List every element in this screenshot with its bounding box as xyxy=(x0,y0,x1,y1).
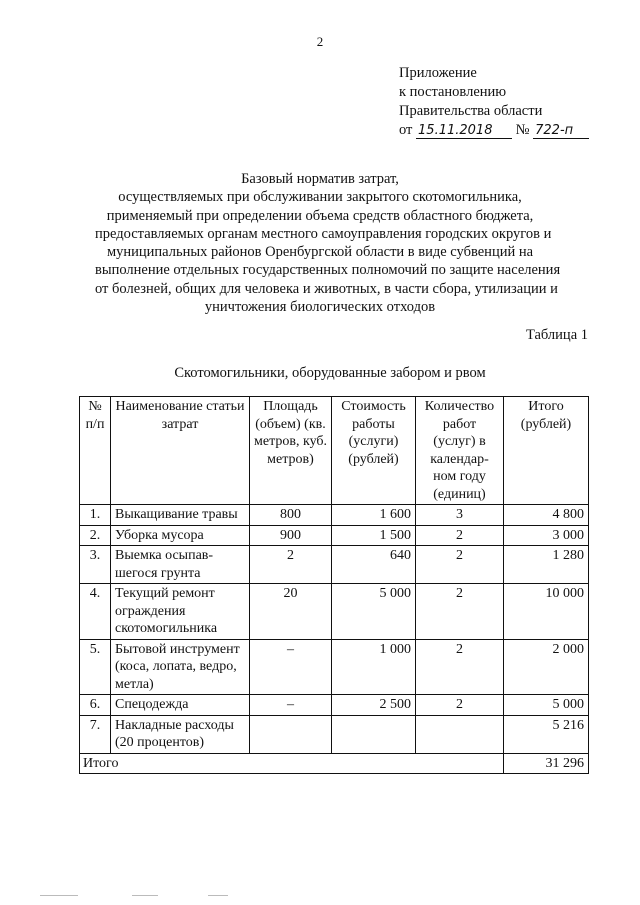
cell-name: Текущий ремонт ограждения скотомогильника xyxy=(111,584,250,640)
cell-num: 7. xyxy=(80,715,111,753)
cell-total: 2 000 xyxy=(504,639,589,695)
table-row xyxy=(80,525,589,546)
scan-artifact-marks xyxy=(40,895,240,899)
title-line-3: применяемый при определении объема средств областного бюджета, xyxy=(106,207,534,224)
cell-num: 6. xyxy=(80,695,111,716)
cell-cost: 5 000 xyxy=(332,584,416,640)
cell-qty xyxy=(416,715,504,753)
cell-qty: 2 xyxy=(416,695,504,716)
cell-total: 10 000 xyxy=(504,584,589,640)
cell-area: 800 xyxy=(250,505,332,526)
cell-name: Спецодежда xyxy=(111,695,250,716)
number-value: 722-п xyxy=(533,123,589,139)
header-total: Итого (рублей) xyxy=(504,397,589,505)
document-title xyxy=(95,170,561,316)
scan-mark xyxy=(132,895,158,896)
cell-area: 900 xyxy=(250,525,332,546)
cell-qty: 2 xyxy=(416,584,504,640)
cost-table xyxy=(79,396,589,774)
cell-cost: 640 xyxy=(332,546,416,584)
appendix-line-2: к постановлению xyxy=(399,84,507,100)
table-header-row xyxy=(80,397,589,505)
title-line-2: осуществляемых при обслуживании закрытого скотомогильника, xyxy=(118,189,522,206)
title-line-1: Базовый норматив затрат, xyxy=(241,171,399,187)
cell-num: 2. xyxy=(80,525,111,546)
table-caption: Скотомогильники, оборудованные забором и рвом xyxy=(174,365,486,381)
cell-area: 2 xyxy=(250,546,332,584)
header-area: Площадь (объем) (кв. метров, куб. метров) xyxy=(250,397,332,505)
cell-num: 4. xyxy=(80,584,111,640)
table-row xyxy=(80,695,589,716)
total-value: 31 296 xyxy=(504,753,589,774)
cell-qty: 2 xyxy=(416,639,504,695)
appendix-date-line xyxy=(399,121,589,140)
table-row xyxy=(80,505,589,526)
cell-cost: 1 600 xyxy=(332,505,416,526)
cell-total: 1 280 xyxy=(504,546,589,584)
cell-area: – xyxy=(250,639,332,695)
cell-area: 20 xyxy=(250,584,332,640)
number-prefix: № xyxy=(515,122,530,138)
cell-cost: 1 500 xyxy=(332,525,416,546)
title-line-5: муниципальных районов Оренбургской области в виде субвенций на xyxy=(106,244,534,261)
cell-name: Уборка мусора xyxy=(111,525,250,546)
scan-mark xyxy=(40,895,78,896)
header-cost: Стоимость работы (услуги) (рублей) xyxy=(332,397,416,505)
appendix-line-3: Правительства области xyxy=(399,103,543,119)
date-value: 15.11.2018 xyxy=(416,123,512,139)
cell-area xyxy=(250,715,332,753)
cell-total: 5 216 xyxy=(504,715,589,753)
date-prefix: от xyxy=(399,122,413,138)
header-qty: Количество работ (услуг) в календар-ном году (единиц) xyxy=(416,397,504,505)
title-line-6: выполнение отдельных государственных полномочий по защите населения xyxy=(95,262,561,279)
cell-total: 4 800 xyxy=(504,505,589,526)
page-number: 2 xyxy=(316,34,324,49)
cell-cost: 2 500 xyxy=(332,695,416,716)
title-line-7: от болезней, общих для человека и животных, в части сбора, утилизации и xyxy=(95,280,558,297)
total-label: Итого xyxy=(80,753,504,774)
table-row xyxy=(80,715,589,753)
table-total-row xyxy=(80,753,589,774)
cell-name: Накладные расходы (20 процентов) xyxy=(111,715,250,753)
cell-num: 3. xyxy=(80,546,111,584)
cell-area: – xyxy=(250,695,332,716)
cell-name: Выкащивание травы xyxy=(111,505,250,526)
cell-num: 5. xyxy=(80,639,111,695)
scan-mark xyxy=(208,895,228,896)
cell-qty: 2 xyxy=(416,525,504,546)
cell-name: Бытовой инструмент (коса, лопата, ведро, метла) xyxy=(111,639,250,695)
cell-total: 5 000 xyxy=(504,695,589,716)
appendix-line-1: Приложение xyxy=(399,65,477,81)
cell-cost xyxy=(332,715,416,753)
cell-num: 1. xyxy=(80,505,111,526)
cell-cost: 1 000 xyxy=(332,639,416,695)
table-row xyxy=(80,546,589,584)
title-line-4: предоставляемых органам местного самоуправления городских округов и xyxy=(95,225,552,242)
table-label: Таблица 1 xyxy=(525,327,588,343)
table-row xyxy=(80,584,589,640)
header-num: № п/п xyxy=(80,397,111,505)
cell-qty: 3 xyxy=(416,505,504,526)
table-row xyxy=(80,639,589,695)
appendix-block xyxy=(399,64,589,140)
cell-qty: 2 xyxy=(416,546,504,584)
cell-name: Выемка осыпав-шегося грунта xyxy=(111,546,250,584)
header-name: Наименование статьи затрат xyxy=(111,397,250,505)
title-line-8: уничтожения биологических отходов xyxy=(204,299,436,316)
cell-total: 3 000 xyxy=(504,525,589,546)
